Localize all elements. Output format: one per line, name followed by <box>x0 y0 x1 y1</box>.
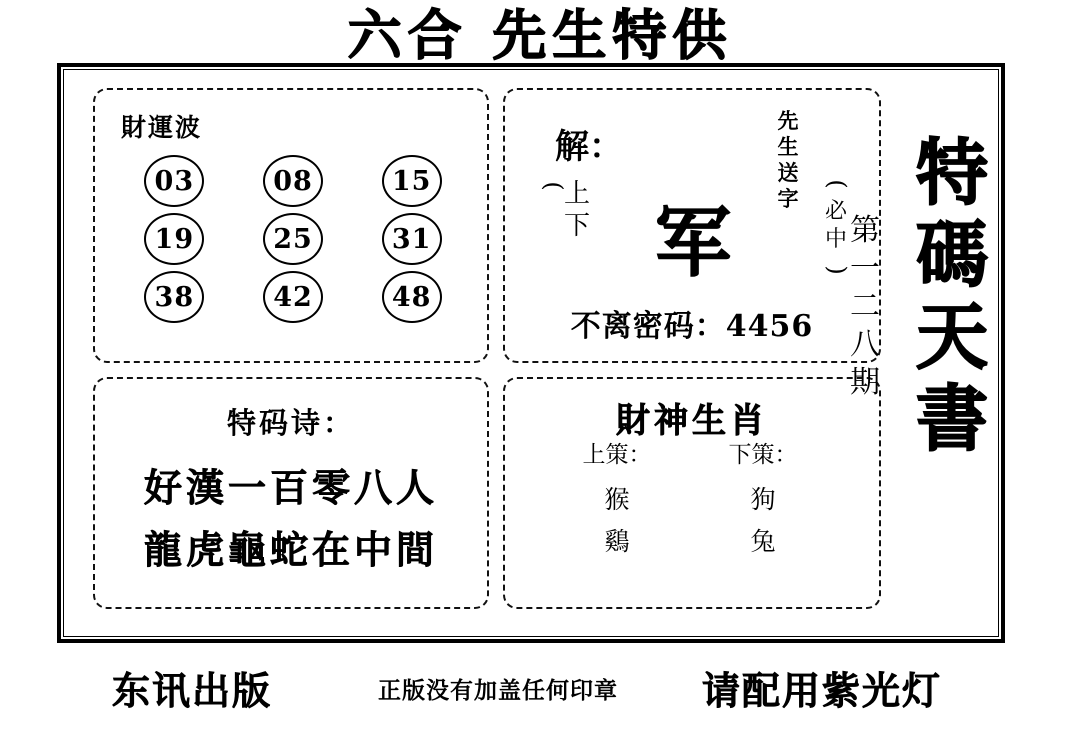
zodiac-upper-head: 上策： <box>582 442 652 468</box>
zodiac-upper-column <box>557 441 677 563</box>
number-ball: 38 <box>144 271 204 323</box>
issue-number: 第一二八期 <box>850 213 880 400</box>
zodiac-title: 財神生肖 <box>616 401 768 441</box>
authenticity-note: 正版没有加盖任何印章 <box>378 678 618 704</box>
zodiac-lower-column <box>703 441 823 563</box>
zodiac-animal: 狗 <box>750 485 776 514</box>
publisher-label: 东讯出版 <box>112 669 273 713</box>
number-ball: 25 <box>263 213 323 265</box>
number-ball: 31 <box>382 213 442 265</box>
zodiac-animal: 猴 <box>604 485 630 514</box>
secret-code-text: 不离密码：4456 <box>570 309 814 344</box>
poem-panel <box>93 377 489 609</box>
lucky-numbers-grid <box>115 152 471 326</box>
zodiac-lower-head: 下策： <box>728 442 798 468</box>
poem-line: 好漢一百零八人 <box>143 466 438 510</box>
number-ball: 03 <box>144 155 204 207</box>
uv-light-note: 请配用紫光灯 <box>702 669 943 713</box>
solve-label: 解： <box>555 127 623 167</box>
zodiac-panel <box>503 377 881 609</box>
must-hit-paren-close: ) <box>823 265 851 275</box>
zodiac-upper-animals <box>557 479 677 563</box>
side-big-title: 特碼天書 <box>915 131 988 461</box>
page-title: 六合 先生特供 <box>347 4 733 67</box>
must-hit-paren-open: ( <box>823 179 851 189</box>
must-hit-label: 必中 <box>824 199 847 252</box>
lucky-numbers-label: 財運波 <box>121 113 203 142</box>
solve-paren-open: ( <box>539 181 568 191</box>
solve-updown-text: 上下 <box>563 179 590 241</box>
zodiac-animal: 鷄 <box>604 527 630 556</box>
number-ball: 19 <box>144 213 204 265</box>
poem-line: 龍虎龜蛇在中間 <box>143 528 438 572</box>
number-ball: 15 <box>382 155 442 207</box>
send-character-label: 先生送字 <box>777 109 799 211</box>
solve-character: 军 <box>655 198 731 287</box>
zodiac-lower-animals <box>703 479 823 563</box>
zodiac-animal: 兔 <box>750 527 776 556</box>
number-ball: 08 <box>263 155 323 207</box>
number-ball: 42 <box>263 271 323 323</box>
poem-title: 特码诗： <box>226 406 355 440</box>
solve-panel <box>503 88 881 363</box>
number-ball: 48 <box>382 271 442 323</box>
lucky-numbers-panel <box>93 88 489 363</box>
